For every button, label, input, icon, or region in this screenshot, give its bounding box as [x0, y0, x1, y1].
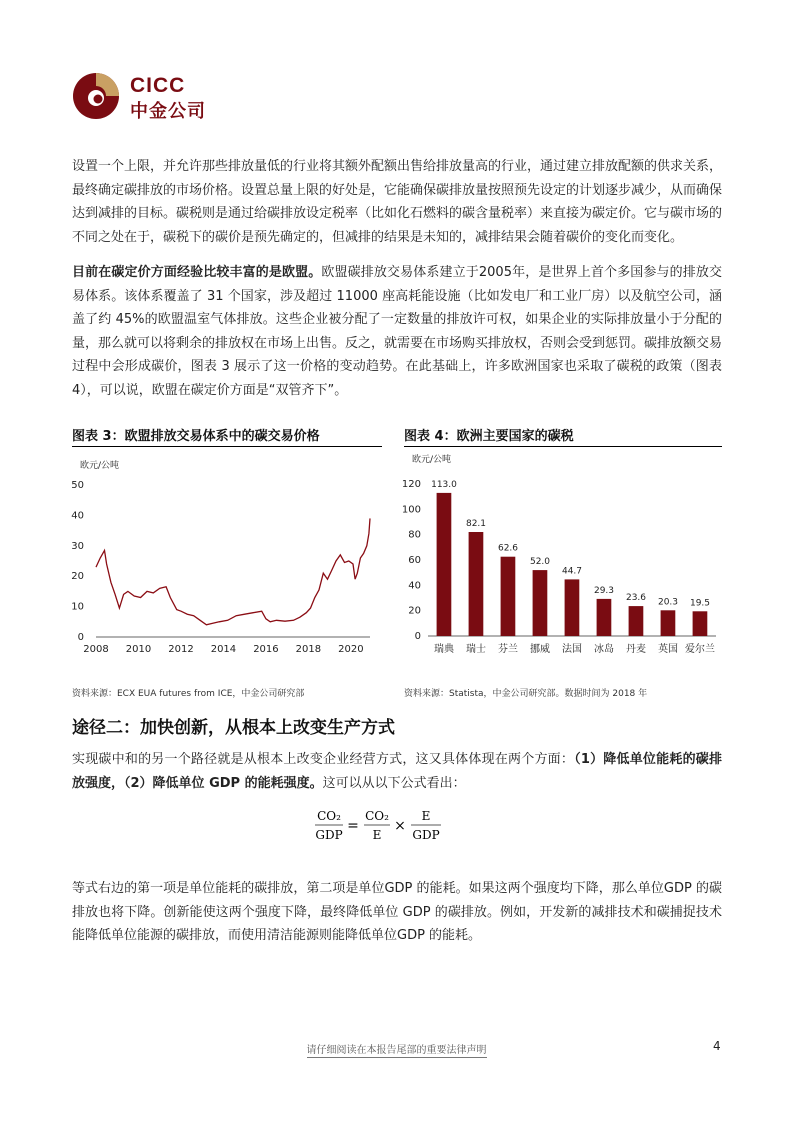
chart4-category-label: 瑞典: [434, 644, 454, 655]
chart4-bar: [693, 611, 708, 636]
figure-3-source: 资料来源：ECX EUA futures from ICE，中金公司研究部: [72, 689, 305, 699]
chart4-ylabel: 欧元/公吨: [412, 455, 452, 465]
figure-3-title: 图表 3：欧盟排放交易体系中的碳交易价格: [72, 429, 320, 444]
legal-notice-text: 请仔细阅读在本报告尾部的重要法律声明: [306, 1045, 487, 1056]
chart3-ylabel: 欧元/公吨: [80, 461, 120, 471]
chart4-value-label: 29.3: [593, 585, 615, 596]
paragraph-formula-explanation: 等式右边的第一项是单位能耗的碳排放，第二项是单位GDP 的能耗。如果这两个强度均下降，那么单位GDP 的碳排放也将下降。创新能使这两个强度下降，最终降低单位 GDP 的碳排放。例如，开发新的减排技术和碳捕捉技术能降低单位能源的碳排放，而使用清洁能源则能降低单位GDP 的能耗。: [72, 881, 722, 944]
chart3-xtick: 2010: [125, 644, 152, 655]
chart3-ytick: 40: [71, 510, 84, 522]
paragraph-innovation: [72, 748, 722, 795]
formula-term1-denominator: E: [372, 828, 382, 842]
chart3-ytick: 0: [77, 632, 84, 643]
legal-notice-link[interactable]: [0, 1041, 793, 1056]
intensity-formula: [312, 806, 452, 846]
paragraph-carbon-cap: 设置一个上限，并允许那些排放量低的行业将其额外配额出售给排放量高的行业，通过建立排放配额的供求关系，最终确定碳排放的市场价格。设置总量上限的好处是，它能确保碳排放量按照预先设定的计划逐步减少，从而确保达到减排的目标。碳税则是通过给碳排放设定税率（比如化石燃料的碳含量税率）来直接为碳定价。它与碳市场的不同之处在于，碳税下的碳价是预先确定的，但减排的结果是未知的，减排结果会随着碳价的变化而变化。: [72, 159, 723, 245]
chart3-xtick: 2020: [338, 644, 364, 655]
chart3-price-line: [96, 518, 370, 624]
chart4-category-label: 爱尔兰: [685, 644, 715, 655]
chart3-ytick: 50: [71, 480, 84, 491]
cicc-logo: [72, 72, 232, 120]
paragraph-eu-pricing: [72, 261, 722, 403]
paragraph-innovation-points: （1）降低单位能耗的碳排放强度，（2）降低单位 GDP 的能耗强度。: [72, 752, 722, 791]
paragraph-eu-pricing-body: 欧盟碳排放交易体系建立于2005年，是世界上首个多国参与的排放交易体系。该体系覆盖了 31 个国家，涉及超过 11000 座高耗能设施（比如发电厂和工业厂房）以及航空公司，涵盖了约 45%的欧盟温室气体排放。这些企业被分配了一定数量的排放许可权，如果企业的实际排放量小于分配的量，那么就可以将剩余的排放权在市场上出售。反之，就需要在市场购买排放权，否则会受到惩罚。碳排放额交易过程中会形成碳价，图表 3 展示了这一价格的变动趋势。在此基础上，许多欧洲国家也采取了碳税的政策（图表 4），可以说，欧盟在碳定价方面是“双管齐下”。: [72, 265, 723, 398]
chart4-value-label: 44.7: [561, 566, 583, 577]
chart4-bar: [437, 493, 452, 636]
chart4-category-label: 挪威: [530, 644, 550, 655]
chart3-xtick: 2016: [253, 644, 279, 655]
chart4-bar: [533, 570, 548, 636]
formula-lhs-numerator: CO₂: [317, 809, 341, 823]
figure-4-bar-chart: [401, 450, 722, 665]
figure-3-rule: [72, 446, 382, 447]
formula-equals: =: [347, 818, 359, 834]
chart4-category-label: 法国: [562, 644, 582, 655]
paragraph-innovation-tail: 这可以从以下公式看出：: [322, 775, 466, 791]
formula-lhs-denominator: GDP: [315, 828, 343, 842]
chart4-ytick: 0: [414, 631, 421, 642]
logo-text-cn: 中金公司: [130, 101, 206, 122]
formula-times: ×: [394, 818, 406, 834]
page-number: 4: [713, 1039, 721, 1053]
figure-4-source: 资料来源：Statista，中金公司研究部。数据时间为 2018 年: [404, 689, 648, 699]
formula-term1-numerator: CO₂: [365, 809, 389, 823]
chart4-bar: [661, 610, 676, 636]
chart4-ytick: 40: [408, 580, 421, 592]
chart4-bar: [501, 557, 516, 636]
chart4-category-label: 冰岛: [594, 644, 614, 655]
chart4-ytick: 120: [401, 479, 421, 490]
chart4-value-label: 52.0: [529, 557, 551, 568]
chart4-value-label: 20.3: [657, 597, 679, 608]
chart4-category-label: 英国: [658, 644, 678, 655]
chart3-ytick: 30: [71, 540, 84, 552]
chart4-ytick: 100: [401, 504, 421, 516]
chart4-category-label: 瑞士: [466, 644, 486, 655]
figure-4-title: 图表 4：欧洲主要国家的碳税: [404, 429, 574, 444]
chart4-value-label: 19.5: [689, 598, 711, 609]
chart3-xtick: 2018: [295, 644, 322, 655]
cicc-logo-icon: [72, 72, 120, 120]
chart3-ytick: 20: [71, 571, 84, 583]
chart4-bar: [629, 606, 644, 636]
figure-3-line-chart: [72, 455, 372, 665]
chart3-xtick: 2012: [168, 644, 194, 655]
chart4-bar: [565, 579, 580, 636]
chart4-category-label: 丹麦: [626, 644, 646, 655]
formula-term2-denominator: GDP: [412, 828, 440, 842]
figure-4-rule: [404, 446, 722, 447]
chart4-category-label: 芬兰: [498, 644, 518, 655]
chart4-bar: [469, 532, 484, 636]
formula-term2-numerator: E: [421, 809, 431, 823]
paragraph-innovation-intro: 实现碳中和的另一个路径就是从根本上改变企业经营方式，这又具体体现在两个方面：: [72, 752, 575, 767]
chart4-ytick: 60: [408, 555, 421, 566]
chart4-value-label: 62.6: [497, 543, 519, 554]
chart4-bar: [597, 599, 612, 636]
paragraph-eu-pricing-lead: 目前在碳定价方面经验比较丰富的是欧盟。: [72, 265, 322, 280]
chart4-value-label: 82.1: [465, 519, 487, 530]
chart3-ytick: 10: [71, 601, 84, 613]
chart4-value-label: 113.0: [431, 479, 457, 490]
logo-text-en: CICC: [130, 74, 186, 97]
chart4-ytick: 80: [408, 529, 421, 541]
chart4-ytick: 20: [408, 605, 421, 617]
chart3-xtick: 2014: [210, 644, 237, 655]
section-heading: 途径二：加快创新，从根本上改变生产方式: [72, 718, 395, 738]
chart3-xtick: 2008: [83, 644, 109, 655]
chart4-value-label: 23.6: [625, 593, 647, 604]
